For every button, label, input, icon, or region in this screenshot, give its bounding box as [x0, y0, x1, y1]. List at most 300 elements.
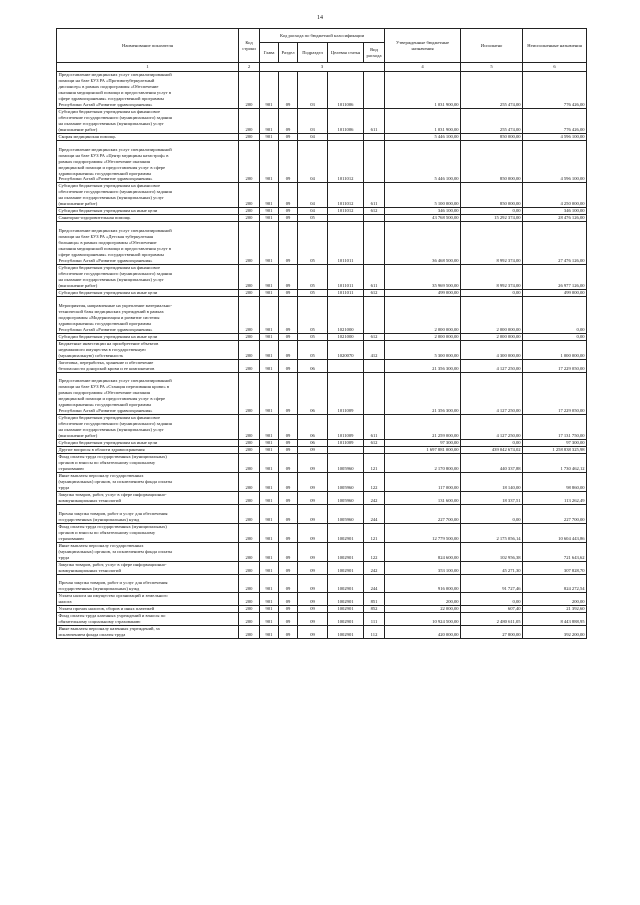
cell-name: Субсидии бюджетным учреждениям на иные цели — [57, 440, 239, 447]
cell-unex: 98 860,00 — [523, 473, 587, 492]
cell-exec: 2 000 000,00 — [461, 333, 523, 340]
cell-glava: 901 — [260, 222, 279, 265]
table-row — [57, 108, 587, 133]
cell-podr: 06 — [298, 372, 328, 415]
cell-podr: 05 — [298, 296, 328, 333]
cell-unex: 0,00 — [523, 296, 587, 333]
cell-podr: 05 — [298, 222, 328, 265]
table-row — [57, 140, 587, 183]
cell-vr: 611 — [364, 265, 385, 290]
cell-appr: 117 000,00 — [385, 473, 461, 492]
cell-exec: 255 474,00 — [461, 72, 523, 109]
cell-unex: 17 229 050,00 — [523, 372, 587, 415]
cell-appr: 1 031 900,00 — [385, 108, 461, 133]
cell-code: 200 — [239, 340, 260, 359]
cell-appr: 131 600,00 — [385, 491, 461, 504]
cell-csr: 1005960 — [328, 454, 364, 473]
cell-podr: 09 — [298, 491, 328, 504]
cell-csr: 1011006 — [328, 72, 364, 109]
cell-razdel: 09 — [279, 296, 298, 333]
cell-exec: 439 042 674,02 — [461, 447, 523, 454]
cell-exec: 255 474,00 — [461, 108, 523, 133]
table-row — [57, 415, 587, 440]
cell-appr: 346 100,00 — [385, 208, 461, 215]
cell-podr: 09 — [298, 626, 328, 639]
cell-exec: 91 727,46 — [461, 574, 523, 593]
cell-name: Скорая медицинская помощь — [57, 133, 239, 140]
cell-csr: 1011009 — [328, 440, 364, 447]
cell-vr: 122 — [364, 542, 385, 561]
cell-podr: 05 — [298, 340, 328, 359]
cell-csr: 1011012 — [328, 183, 364, 208]
table-row — [57, 440, 587, 447]
cell-podr: 09 — [298, 542, 328, 561]
cell-podr: 09 — [298, 613, 328, 626]
cell-csr: 1011011 — [328, 222, 364, 265]
header-code: Код строки — [239, 29, 260, 63]
cell-unex: 1 000 000,00 — [523, 340, 587, 359]
cell-glava: 901 — [260, 626, 279, 639]
cell-podr: 05 — [298, 265, 328, 290]
cell-appr: 824 600,00 — [385, 542, 461, 561]
cell-code: 200 — [239, 415, 260, 440]
cell-glava: 901 — [260, 523, 279, 542]
cell-name: Фонд оплаты труда государственных (муниципальных) органов и взносы по обязательному социальному страхованию — [57, 523, 239, 542]
cell-appr: 2 000 000,00 — [385, 333, 461, 340]
cell-name: Предоставление медицинских услуг специализированной помощи на базе БУЗ РА «Противотуберкулезный диспансер» в рамках подпрограммы «Обеспечение оказания медицинской помощи и предоставления услуг в сфере здравоохранения» государственной программы Республики Алтай «Развитие здравоохранения» — [57, 72, 239, 109]
cell-vr: 121 — [364, 454, 385, 473]
cell-glava: 901 — [260, 606, 279, 613]
cell-glava: 901 — [260, 265, 279, 290]
table-row — [57, 542, 587, 561]
cell-podr: 09 — [298, 454, 328, 473]
cell-csr: 1002901 — [328, 574, 364, 593]
cell-vr: 112 — [364, 626, 385, 639]
cell-appr: 5 300 000,00 — [385, 340, 461, 359]
cell-exec: 850 000,00 — [461, 183, 523, 208]
cell-csr: 1005960 — [328, 504, 364, 523]
cell-csr — [328, 447, 364, 454]
cell-name: Мероприятия, направленные на укрепление материально- технической базы медицинских учреждений в рамках подпрограммы «Модернизация и развитие системы здравоохранения» государственной программы Республики Алтай «Развитие здравоохранения» — [57, 296, 239, 333]
table-row — [57, 208, 587, 215]
header-vr: Вид расхода — [364, 43, 385, 63]
cell-name: Другие вопросы в области здравоохранения — [57, 447, 239, 454]
cell-exec: 4 127 250,00 — [461, 359, 523, 372]
cell-razdel: 09 — [279, 542, 298, 561]
cell-unex: 227 700,00 — [523, 504, 587, 523]
cell-csr: 1020070 — [328, 340, 364, 359]
table-row — [57, 454, 587, 473]
cell-name: Фонд оплаты труда государственных (муниципальных) органов и взносы по обязательному социальному страхованию — [57, 454, 239, 473]
cell-glava: 901 — [260, 440, 279, 447]
cell-code: 200 — [239, 296, 260, 333]
header-classification: Код расхода по бюджетной классификации — [260, 29, 385, 43]
cell-code: 200 — [239, 523, 260, 542]
cell-code: 200 — [239, 542, 260, 561]
cell-csr: 1005960 — [328, 491, 364, 504]
cell-glava: 901 — [260, 289, 279, 296]
cell-glava: 901 — [260, 296, 279, 333]
table-row — [57, 222, 587, 265]
table-row — [57, 447, 587, 454]
cell-unex: 8 443 888,95 — [523, 613, 587, 626]
cell-exec: 15 292 374,00 — [461, 215, 523, 222]
cell-podr: 05 — [298, 215, 328, 222]
cell-name: Предоставление медицинских услуг специализированной помощи на базе БУЗ РА «Станция переливания крови» в рамках подпрограммы «Обеспечение оказания медицинской помощи и предоставления услуг в сфере здравоохранения» государственной программы Республики Алтай «Развитие здравоохранения» — [57, 372, 239, 415]
cell-vr: 111 — [364, 613, 385, 626]
cell-vr: 611 — [364, 415, 385, 440]
cell-exec: 0,00 — [461, 593, 523, 606]
cell-appr: 21 259 000,00 — [385, 415, 461, 440]
table-row — [57, 133, 587, 140]
cell-glava: 901 — [260, 333, 279, 340]
cell-appr: 916 000,00 — [385, 574, 461, 593]
cell-unex: 4 596 100,00 — [523, 140, 587, 183]
cell-glava: 901 — [260, 491, 279, 504]
cell-unex: 21 392,60 — [523, 606, 587, 613]
cell-code: 200 — [239, 333, 260, 340]
cell-razdel: 09 — [279, 140, 298, 183]
cell-code: 200 — [239, 593, 260, 606]
table-row — [57, 561, 587, 574]
cell-name: Иные выплаты персоналу государственных (муниципальных) органов, за исключением фонда оплаты труда — [57, 473, 239, 492]
cell-code: 200 — [239, 359, 260, 372]
cell-unex: 27 476 126,00 — [523, 222, 587, 265]
cell-podr: 09 — [298, 523, 328, 542]
table-row — [57, 72, 587, 109]
table-row — [57, 613, 587, 626]
cell-podr: 09 — [298, 574, 328, 593]
cell-csr: 1011011 — [328, 289, 364, 296]
cell-code: 200 — [239, 108, 260, 133]
cell-razdel: 09 — [279, 289, 298, 296]
cell-name: Иные выплаты персоналу государственных (муниципальных) органов, за исключением фонда оплаты труда — [57, 542, 239, 561]
cell-exec: 440 337,88 — [461, 454, 523, 473]
cell-vr — [364, 296, 385, 333]
cell-appr: 2 170 800,00 — [385, 454, 461, 473]
cell-vr: 244 — [364, 574, 385, 593]
cell-razdel: 09 — [279, 108, 298, 133]
cell-unex: 776 426,00 — [523, 108, 587, 133]
cell-glava: 901 — [260, 215, 279, 222]
cell-razdel: 09 — [279, 415, 298, 440]
cell-code: 200 — [239, 72, 260, 109]
cell-csr: 1011006 — [328, 108, 364, 133]
cell-csr: 1002901 — [328, 593, 364, 606]
cell-exec: 850 000,00 — [461, 133, 523, 140]
cell-code: 200 — [239, 447, 260, 454]
cell-razdel: 09 — [279, 626, 298, 639]
cell-vr: 611 — [364, 183, 385, 208]
cell-name: Прочая закупка товаров, работ и услуг для обеспечения государственных (муниципальных) нужд — [57, 504, 239, 523]
cell-vr: 244 — [364, 504, 385, 523]
cell-podr: 05 — [298, 333, 328, 340]
cell-podr: 09 — [298, 606, 328, 613]
cell-unex: 113 262,49 — [523, 491, 587, 504]
cell-podr: 05 — [298, 289, 328, 296]
cell-podr: 04 — [298, 183, 328, 208]
cell-unex: 4 596 100,00 — [523, 133, 587, 140]
cell-exec: 18 337,51 — [461, 491, 523, 504]
cell-code: 200 — [239, 215, 260, 222]
cell-unex: 10 604 443,86 — [523, 523, 587, 542]
cell-razdel: 09 — [279, 265, 298, 290]
cell-code: 200 — [239, 440, 260, 447]
cell-exec: 4 127 250,00 — [461, 415, 523, 440]
cell-code: 200 — [239, 289, 260, 296]
table-row — [57, 523, 587, 542]
cell-code: 200 — [239, 372, 260, 415]
cell-appr: 36 468 500,00 — [385, 222, 461, 265]
cell-glava: 901 — [260, 372, 279, 415]
cell-unex: 776 426,00 — [523, 72, 587, 109]
page-number: 14 — [317, 15, 323, 21]
cell-vr — [364, 447, 385, 454]
cell-unex: 200,00 — [523, 593, 587, 606]
cell-exec: 27 800,00 — [461, 626, 523, 639]
cell-code: 200 — [239, 208, 260, 215]
cell-code: 200 — [239, 626, 260, 639]
cell-glava: 901 — [260, 359, 279, 372]
cell-vr — [364, 359, 385, 372]
cell-exec: 0,00 — [461, 504, 523, 523]
cell-glava: 901 — [260, 473, 279, 492]
header-executed: Исполнено — [461, 29, 523, 63]
cell-unex: 28 476 126,00 — [523, 215, 587, 222]
cell-razdel: 09 — [279, 372, 298, 415]
cell-code: 200 — [239, 606, 260, 613]
cell-vr — [364, 140, 385, 183]
cell-razdel: 09 — [279, 222, 298, 265]
cell-podr: 06 — [298, 415, 328, 440]
cell-unex: 499 000,00 — [523, 289, 587, 296]
cell-vr: 852 — [364, 606, 385, 613]
cell-glava: 901 — [260, 133, 279, 140]
cell-glava: 901 — [260, 447, 279, 454]
cell-razdel: 09 — [279, 504, 298, 523]
cell-appr: 12 779 500,00 — [385, 523, 461, 542]
cell-code: 200 — [239, 140, 260, 183]
cell-code: 200 — [239, 504, 260, 523]
cell-csr: 1011009 — [328, 372, 364, 415]
cell-razdel: 09 — [279, 215, 298, 222]
cell-name: Субсидии бюджетным учреждениям на финансовое обеспечение государственного (муниципального) задания на оказание государственных (муниципальных) услуг (выполнение работ) — [57, 108, 239, 133]
cell-name: Уплата прочих налогов, сборов и иных платежей — [57, 606, 239, 613]
cell-appr: 499 000,00 — [385, 289, 461, 296]
header-podrazdel: Подраздел — [298, 43, 328, 63]
cell-exec: 607,40 — [461, 606, 523, 613]
cell-podr: 09 — [298, 561, 328, 574]
cell-glava: 901 — [260, 208, 279, 215]
cell-exec: 8 992 374,00 — [461, 222, 523, 265]
cell-unex: 1 258 838 325,98 — [523, 447, 587, 454]
cell-appr: 353 100,00 — [385, 561, 461, 574]
cell-name: Субсидии бюджетным учреждениям на финансовое обеспечение государственного (муниципального) задания на оказание государственных (муниципальных) услуг (выполнение работ) — [57, 265, 239, 290]
cell-unex: 392 200,00 — [523, 626, 587, 639]
cell-code: 200 — [239, 133, 260, 140]
cell-name: Закупка товаров, работ, услуг в сфере информационно- коммуникационных технологий — [57, 491, 239, 504]
cell-unex: 346 100,00 — [523, 208, 587, 215]
cell-razdel: 09 — [279, 574, 298, 593]
table-row — [57, 333, 587, 340]
table-row — [57, 359, 587, 372]
cell-appr: 5 446 100,00 — [385, 133, 461, 140]
cell-unex: 4 250 000,00 — [523, 183, 587, 208]
cell-name: Закупка товаров, работ, услуг в сфере информационно- коммуникационных технологий — [57, 561, 239, 574]
cell-unex: 824 272,54 — [523, 574, 587, 593]
cell-appr: 97 300,00 — [385, 440, 461, 447]
cell-csr: 1005960 — [328, 473, 364, 492]
table-row — [57, 183, 587, 208]
cell-podr: 04 — [298, 133, 328, 140]
cell-exec: 102 956,38 — [461, 542, 523, 561]
cell-unex: 17 229 050,00 — [523, 359, 587, 372]
cell-unex: 17 131 750,00 — [523, 415, 587, 440]
cell-unex: 307 828,70 — [523, 561, 587, 574]
cell-name: Заготовка, переработка, хранение и обеспечение безопасности донорской крови и ее компонентов — [57, 359, 239, 372]
cell-podr: 03 — [298, 108, 328, 133]
cell-csr: 1011009 — [328, 415, 364, 440]
cell-glava: 901 — [260, 613, 279, 626]
cell-glava: 901 — [260, 561, 279, 574]
table-row — [57, 473, 587, 492]
header-razdel: Раздел — [279, 43, 298, 63]
cell-csr: 1002901 — [328, 626, 364, 639]
cell-csr — [328, 359, 364, 372]
cell-csr — [328, 215, 364, 222]
cell-podr: 06 — [298, 359, 328, 372]
cell-appr: 200,00 — [385, 593, 461, 606]
cell-podr: 09 — [298, 504, 328, 523]
cell-razdel: 09 — [279, 606, 298, 613]
cell-exec: 0,00 — [461, 440, 523, 447]
cell-code: 200 — [239, 222, 260, 265]
cell-exec: 0,00 — [461, 208, 523, 215]
cell-csr: 1021000 — [328, 296, 364, 333]
table-row — [57, 289, 587, 296]
cell-exec: 4 127 250,00 — [461, 372, 523, 415]
cell-razdel: 09 — [279, 208, 298, 215]
cell-vr — [364, 222, 385, 265]
cell-glava: 901 — [260, 183, 279, 208]
cell-csr: 1002901 — [328, 542, 364, 561]
cell-razdel: 09 — [279, 454, 298, 473]
cell-razdel: 09 — [279, 561, 298, 574]
cell-csr — [328, 133, 364, 140]
header-glava: Глава — [260, 43, 279, 63]
cell-name: Прочая закупка товаров, работ и услуг для обеспечения государственных (муниципальных) нужд — [57, 574, 239, 593]
cell-glava: 901 — [260, 593, 279, 606]
cell-glava: 901 — [260, 140, 279, 183]
cell-exec: 2 175 056,14 — [461, 523, 523, 542]
cell-podr: 09 — [298, 473, 328, 492]
cell-appr: 1 697 881 000,00 — [385, 447, 461, 454]
cell-glava: 901 — [260, 574, 279, 593]
cell-appr: 21 356 300,00 — [385, 372, 461, 415]
cell-vr: 611 — [364, 108, 385, 133]
cell-appr: 43 768 500,00 — [385, 215, 461, 222]
cell-podr: 09 — [298, 447, 328, 454]
col-number: 5 — [461, 63, 523, 72]
cell-podr: 09 — [298, 593, 328, 606]
col-number: 1 — [57, 63, 239, 72]
cell-unex: 0,00 — [523, 333, 587, 340]
cell-exec: 4 300 000,00 — [461, 340, 523, 359]
cell-appr: 10 924 500,00 — [385, 613, 461, 626]
col-number: 6 — [523, 63, 587, 72]
cell-vr: 612 — [364, 289, 385, 296]
cell-csr: 1011011 — [328, 265, 364, 290]
cell-csr: 1002901 — [328, 561, 364, 574]
cell-code: 200 — [239, 454, 260, 473]
cell-exec: 2 480 611,05 — [461, 613, 523, 626]
cell-code: 200 — [239, 473, 260, 492]
cell-name: Предоставление медицинских услуг специализированной помощи на базе БУЗ РА «Центр медицины катастроф» в рамках подпрограммы «Обеспечение оказания медицинской помощи и предоставления услуг в сфере здравоохранения» государственной программы Республики Алтай «Развитие здравоохранения» — [57, 140, 239, 183]
cell-vr: 612 — [364, 440, 385, 447]
cell-vr — [364, 215, 385, 222]
table-row — [57, 265, 587, 290]
cell-code: 200 — [239, 561, 260, 574]
cell-vr: 412 — [364, 340, 385, 359]
cell-exec: 2 000 000,00 — [461, 296, 523, 333]
cell-vr: 851 — [364, 593, 385, 606]
cell-exec: 850 000,00 — [461, 140, 523, 183]
cell-appr: 2 000 000,00 — [385, 296, 461, 333]
cell-name: Фонд оплаты труда казенных учреждений и взносы по обязательному социальному страхованию — [57, 613, 239, 626]
cell-glava: 901 — [260, 542, 279, 561]
cell-exec: 45 271,30 — [461, 561, 523, 574]
cell-csr: 1002901 — [328, 613, 364, 626]
cell-name: Субсидии бюджетным учреждениям на иные цели — [57, 208, 239, 215]
cell-vr: 612 — [364, 333, 385, 340]
cell-razdel: 09 — [279, 613, 298, 626]
cell-name: Предоставление медицинских услуг специализированной помощи на базе БУЗ РА «Детская туберкулезная больница» в рамках подпрограммы «Обеспечение оказания медицинской помощи и предоставления услуг в сфере здравоохранения» государственной программы Республики Алтай «Развитие здравоохранения» — [57, 222, 239, 265]
cell-unex: 1 730 462,12 — [523, 454, 587, 473]
cell-name: Субсидии бюджетным учреждениям на иные цели — [57, 333, 239, 340]
table-row — [57, 574, 587, 593]
cell-csr: 1002901 — [328, 523, 364, 542]
cell-glava: 901 — [260, 108, 279, 133]
cell-appr: 35 969 500,00 — [385, 265, 461, 290]
cell-glava: 901 — [260, 504, 279, 523]
cell-name: Субсидии бюджетным учреждениям на иные цели — [57, 289, 239, 296]
cell-code: 200 — [239, 574, 260, 593]
cell-razdel: 09 — [279, 183, 298, 208]
cell-appr: 227 700,00 — [385, 504, 461, 523]
header-name: Наименование показателя — [57, 29, 239, 63]
budget-execution-table — [56, 28, 587, 639]
cell-appr: 420 000,00 — [385, 626, 461, 639]
cell-csr: 1011012 — [328, 208, 364, 215]
cell-unex: 97 300,00 — [523, 440, 587, 447]
header-csr: Целевая статья — [328, 43, 364, 63]
table-row — [57, 606, 587, 613]
cell-razdel: 09 — [279, 491, 298, 504]
cell-unex: 26 977 126,00 — [523, 265, 587, 290]
table-row — [57, 626, 587, 639]
cell-exec: 0,00 — [461, 289, 523, 296]
cell-glava: 901 — [260, 340, 279, 359]
cell-razdel: 09 — [279, 447, 298, 454]
table-row — [57, 593, 587, 606]
cell-razdel: 09 — [279, 72, 298, 109]
cell-vr: 122 — [364, 473, 385, 492]
cell-vr: 242 — [364, 491, 385, 504]
col-number: 2 — [239, 63, 260, 72]
cell-vr: 121 — [364, 523, 385, 542]
cell-vr: 612 — [364, 208, 385, 215]
cell-razdel: 09 — [279, 133, 298, 140]
